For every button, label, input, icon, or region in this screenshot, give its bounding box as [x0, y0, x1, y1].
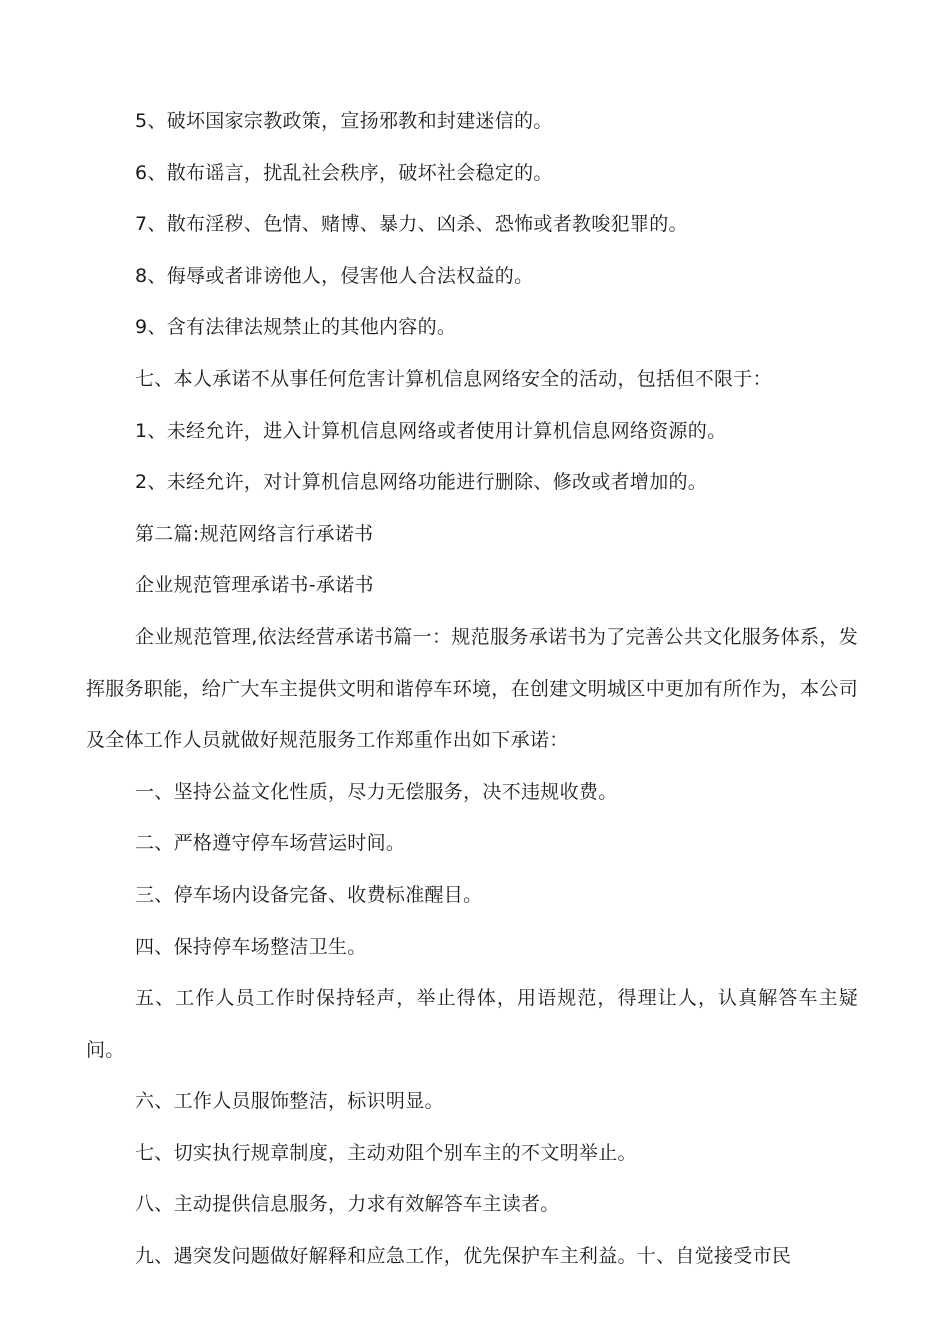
paragraph: 8、侮辱或者诽谤他人，侵害他人合法权益的。	[135, 264, 534, 287]
paragraph: 企业规范管理,依法经营承诺书篇一：规范服务承诺书为了完善公共文化服务体系，发挥服务职能，给广大车主提供文明和谐停车环境，在创建文明城区中更加有所作为，本公司及全体工作人员就做好规范服务工作郑重作出如下承诺：	[86, 625, 859, 752]
paragraph: 9、含有法律法规禁止的其他内容的。	[135, 316, 457, 339]
section-heading: 第二篇:规范网络言行承诺书	[135, 522, 374, 545]
paragraph: 7、散布淫秽、色情、赌博、暴力、凶杀、恐怖或者教唆犯罪的。	[135, 213, 688, 236]
paragraph: 四、保持停车场整洁卫生。	[135, 935, 367, 958]
paragraph: 一、坚持公益文化性质，尽力无偿服务，决不违规收费。	[135, 780, 618, 803]
paragraph: 2、未经允许，对计算机信息网络功能进行删除、修改或者增加的。	[135, 471, 708, 494]
paragraph: 五、工作人员工作时保持轻声，举止得体，用语规范，得理让人，认真解答车主疑问。	[86, 987, 858, 1061]
paragraph: 六、工作人员服饰整洁，标识明显。	[135, 1090, 444, 1113]
paragraph: 三、停车场内设备完备、收费标准醒目。	[135, 883, 483, 906]
paragraph: 6、散布谣言，扰乱社会秩序，破坏社会稳定的。	[135, 161, 553, 184]
paragraph: 1、未经允许，进入计算机信息网络或者使用计算机信息网络资源的。	[135, 419, 727, 442]
document-body	[86, 96, 858, 1283]
paragraph: 5、破坏国家宗教政策，宣扬邪教和封建迷信的。	[135, 110, 553, 132]
paragraph: 七、切实执行规章制度，主动劝阻个别车主的不文明举止。	[135, 1141, 637, 1164]
paragraph: 七、本人承诺不从事任何危害计算机信息网络安全的活动，包括但不限于：	[135, 367, 772, 390]
paragraph: 二、严格遵守停车场营运时间。	[135, 832, 406, 855]
paragraph: 八、主动提供信息服务，力求有效解答车主读者。	[135, 1193, 560, 1216]
paragraph: 九、遇突发问题做好解释和应急工作，优先保护车主利益。十、自觉接受市民	[135, 1245, 792, 1268]
section-subheading: 企业规范管理承诺书-承诺书	[135, 574, 374, 597]
